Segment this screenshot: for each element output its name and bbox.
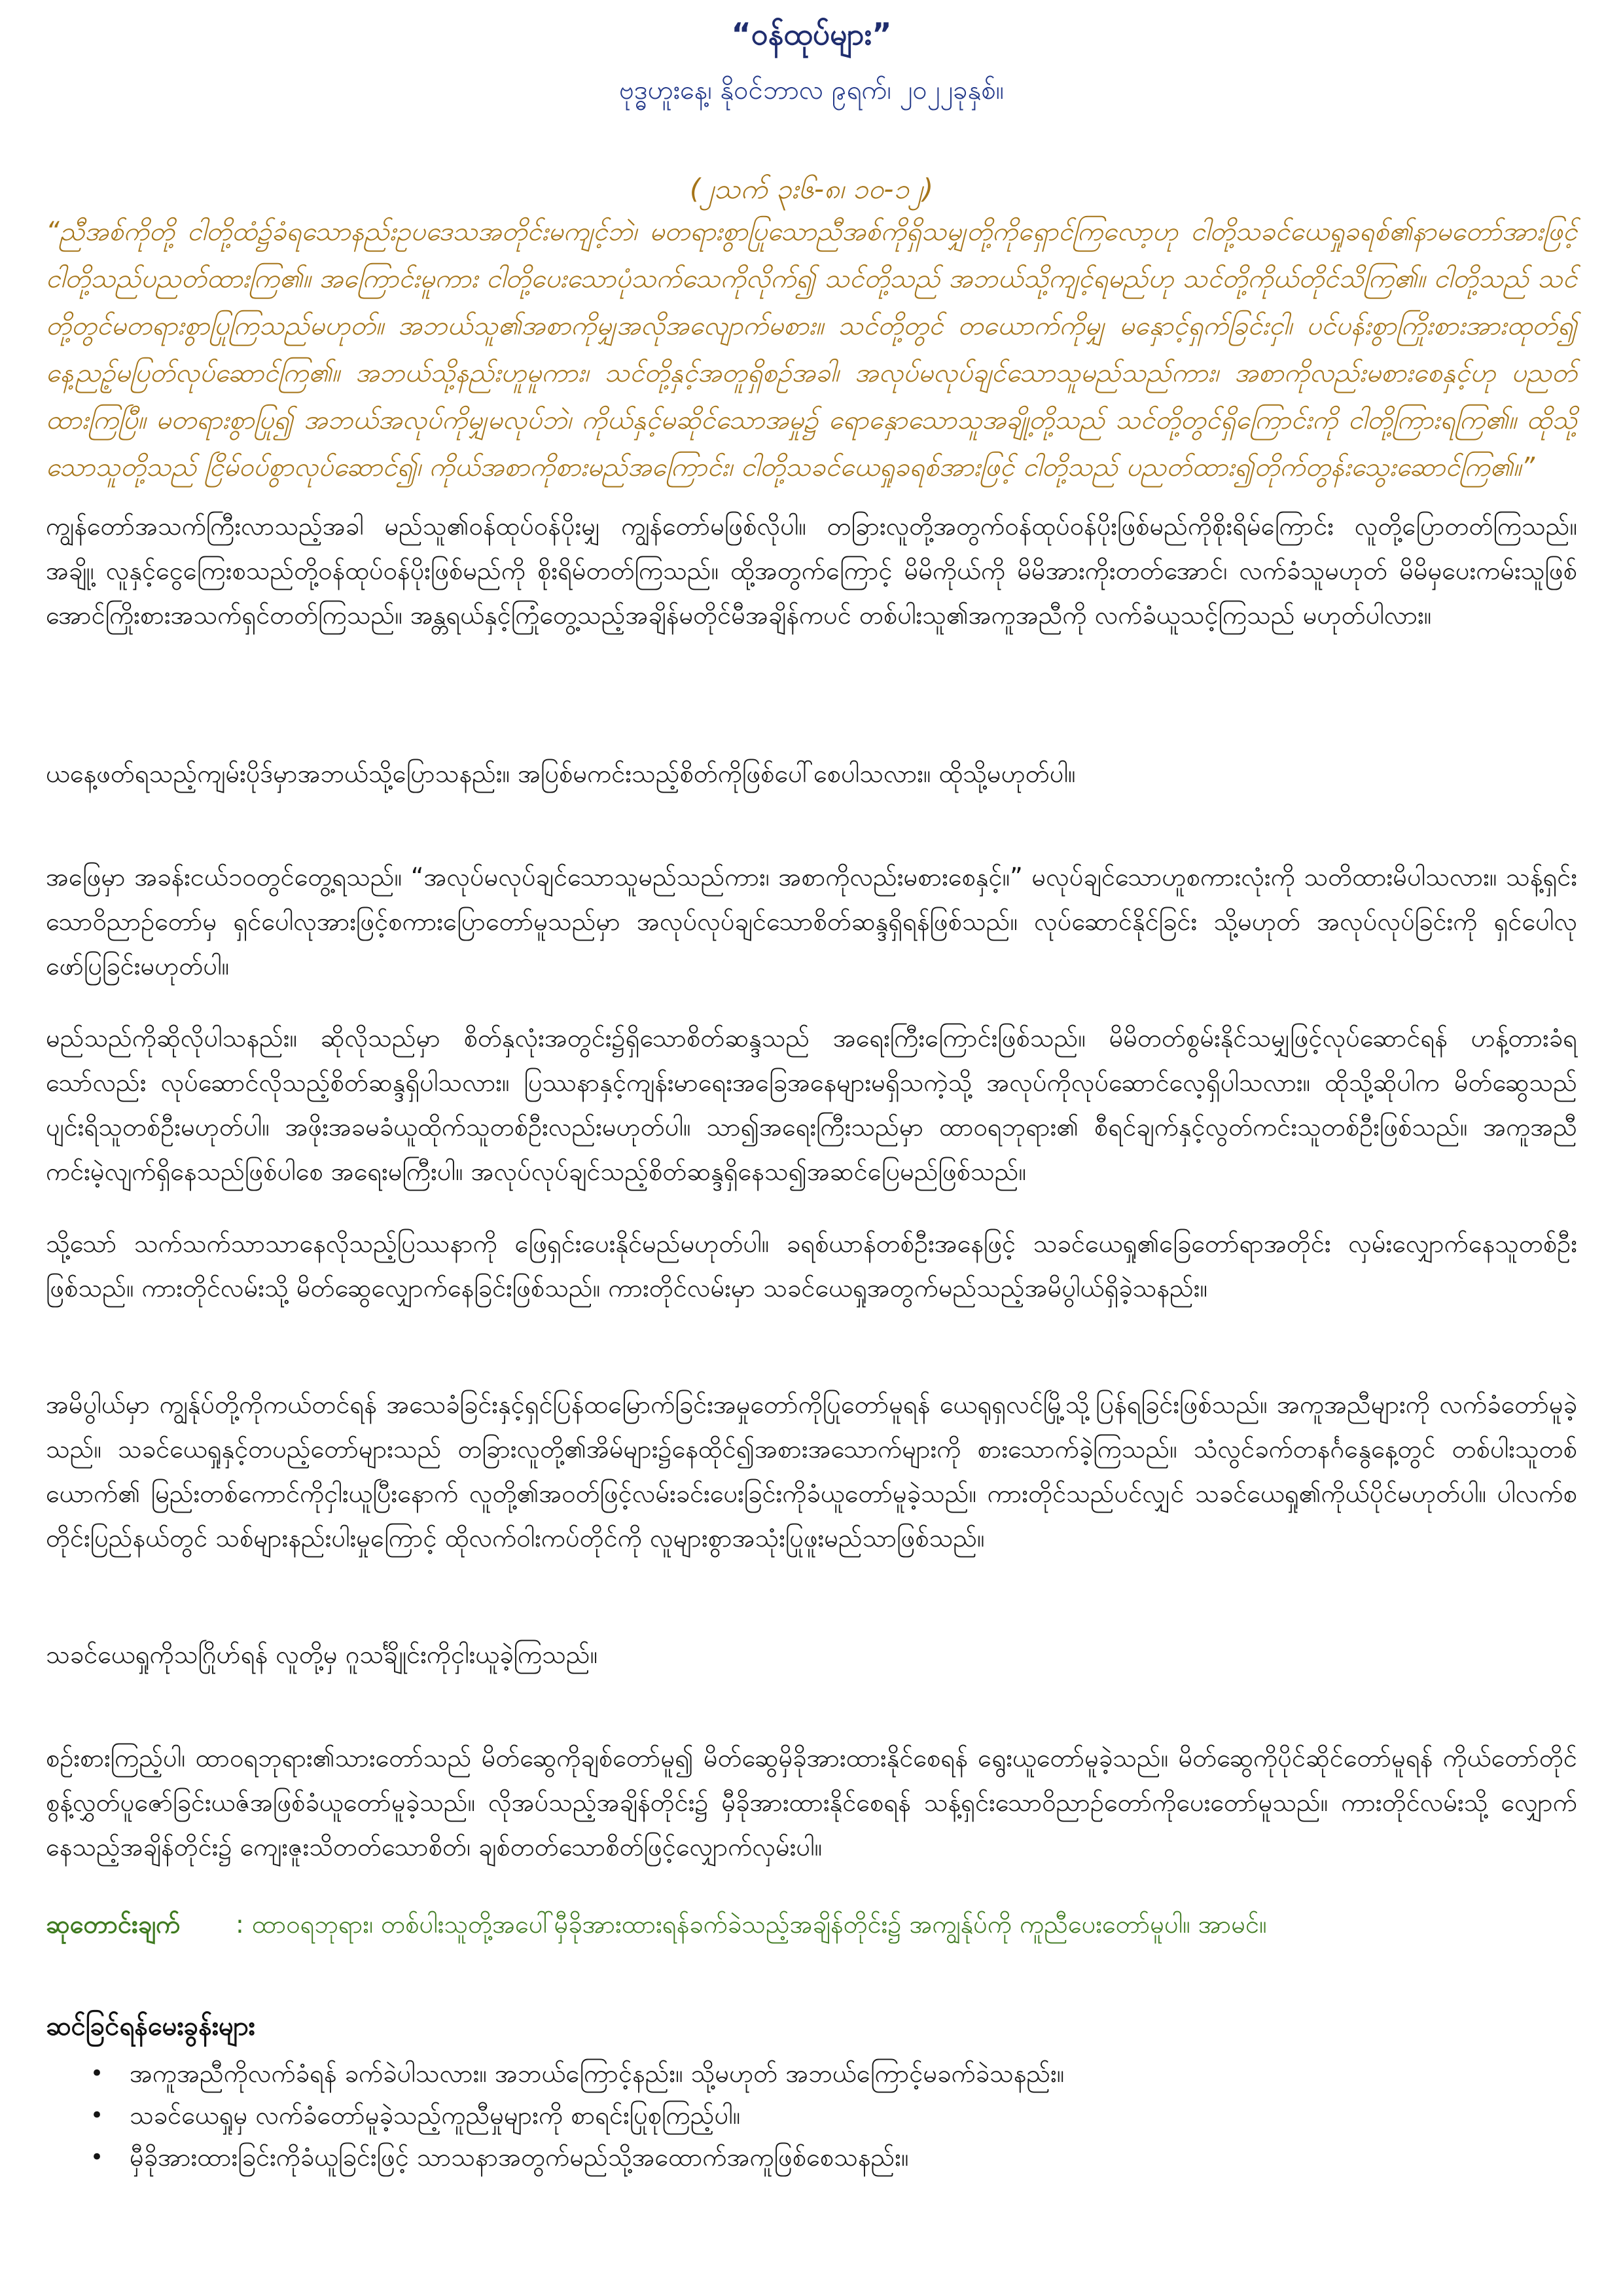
date-line: ဗုဒ္ဓဟူးနေ့၊ နိုဝင်ဘာလ ၉ရက်၊ ၂၀၂၂ခုနှစ်။	[619, 75, 1004, 105]
questions-heading: ဆင်ခြင်ရန်မေးခွန်းများ	[46, 2011, 255, 2041]
prayer-text: : ထာဝရဘုရား၊ တစ်ပါးသူတို့အပေါ်မှီခိုအားထားရန်ခက်ခဲသည့်အချိန်တိုင်း၌ အကျွန်ုပ်ကို ကူညီပေးတော်မူပါ။ အာမင်။	[236, 1910, 1267, 1939]
body-paragraph-8: စဉ်းစားကြည့်ပါ၊ ထာဝရဘုရား၏သားတော်သည် မိတ်ဆွေကိုချစ်တော်မူ၍ မိတ်ဆွေမှိခိုအားထားနိုင်စေရန် ရွေးယူတော်မူခဲ့သည်။ မိတ်ဆွေကိုပိုင်ဆိုင်တော်မူရန် ကိုယ်တော်တိုင်စွန့်လွှတ်ပူဇော်ခြင်းယဇ်အဖြစ်ခံယူတော်မူခဲ့သည်။ လိုအပ်သည့်အချိန်တိုင်း၌ မှီခိုအားထားနိုင်စေရန် သန့်ရှင်းသောဝိညာဉ်တော်ကိုပေးတော်မူသည်။ ကားတိုင်လမ်းသို့ လျှောက်နေသည့်အချိန်တိုင်း၌ ကျေးဇူးသိတတ်သောစိတ်၊ ချစ်တတ်သောစိတ်ဖြင့်လျှောက်လှမ်းပါ။	[46, 1744, 1577, 1861]
list-item	[46, 2094, 1551, 2136]
body-paragraph-3: အဖြေမှာ အခန်းငယ်၁၀တွင်တွေ့ရသည်။ “အလုပ်မလုပ်ချင်သောသူမည်သည်ကား၊ အစာကိုလည်းမစားစေနှင့်။” မလုပ်ချင်သောဟူစကားလုံးကို သတိထားမိပါသလား။ သန့်ရှင်းသောဝိညာဉ်တော်မှ ရှင်ပေါလုအားဖြင့်စကားပြောတော်မူသည်မှာ အလုပ်လုပ်ချင်သောစိတ်ဆန္ဒရှိရန်ဖြစ်သည်။ လုပ်ဆောင်နိုင်ခြင်း သို့မဟုတ် အလုပ်လုပ်ခြင်းကို ရှင်ပေါလုဖော်ပြခြင်းမဟုတ်ပါ။	[46, 863, 1577, 980]
prayer-section	[46, 1902, 1577, 1946]
question-text: မှီခိုအားထားခြင်းကိုခံယူခြင်းဖြင့် သာသနာအတွက်မည်သို့အထောက်အကူဖြစ်စေသနည်း။	[130, 2143, 909, 2172]
question-text: သခင်ယေရှုမှ လက်ခံတော်မူခဲ့သည့်ကူညီမှုများကို စာရင်းပြုစုကြည့်ပါ။	[130, 2101, 741, 2130]
body-paragraph-1: ကျွန်တော်အသက်ကြီးလာသည့်အခါ မည်သူ၏ဝန်ထုပ်ဝန်ပိုးမျှ ကျွန်တော်မဖြစ်လိုပါ။ တခြားလူတို့အတွက်ဝန်ထုပ်ဝန်ပိုးဖြစ်မည်ကိုစိုးရိမ်ကြောင်း လူတို့ပြောတတ်ကြသည်။ အချို့၊ လူနှင့်ငွေကြေးစသည်တို့ဝန်ထုပ်ဝန်ပိုးဖြစ်မည်ကို စိုးရိမ်တတ်ကြသည်။ ထို့အတွက်ကြောင့် မိမိကိုယ်ကို မိမိအားကိုးတတ်အောင်၊ လက်ခံသူမဟုတ် မိမိမှပေးကမ်းသူဖြစ်အောင်ကြိုးစားအသက်ရှင်တတ်ကြသည်။ အန္တရယ်နှင့်ကြုံတွေ့သည့်အချိန်မတိုင်မီအချိန်ကပင် တစ်ပါးသူ၏အကူအညီကို လက်ခံယူသင့်ကြသည် မဟုတ်ပါလား။	[46, 512, 1577, 630]
bullet-icon: •	[90, 2144, 104, 2170]
page-title: “ဝန်ထုပ်များ”	[731, 16, 892, 52]
scripture-reference: (၂သက် ၃း၆-၈၊ ၁၀-၁၂)	[689, 173, 934, 205]
questions-list	[46, 2053, 1551, 2178]
scripture-quote: “ညီအစ်ကိုတို့ ငါတို့ထံ၌ခံရသောနည်းဥပဒေသအတိုင်းမကျင့်ဘဲ၊ မတရားစွာပြုသောညီအစ်ကိုရှိသမျှတို့ကိုရှောင်ကြလော့ဟု ငါတို့သခင်ယေရှုခရစ်၏နာမတော်အားဖြင့် ငါတို့သည်ပညတ်ထားကြ၏။ အကြောင်းမူကား ငါတို့ပေးသောပုံသက်သေကိုလိုက်၍ သင်တို့သည် အဘယ်သို့ကျင့်ရမည်ဟု သင်တို့ကိုယ်တိုင်သိကြ၏။ ငါတို့သည် သင်တို့တွင်မတရားစွာပြုကြသည်မဟုတ်။ အဘယ်သူ၏အစာကိုမျှအလိုအလျောက်မစား။ သင်တို့တွင် တယောက်ကိုမျှ မနှောင့်ရှက်ခြင်းငှါ၊ ပင်ပန်းစွာကြိုးစားအားထုတ်၍ နေ့ညဉ့်မပြတ်လုပ်ဆောင်ကြ၏။ အဘယ်သို့နည်းဟူမူကား၊ သင်တို့နှင့်အတူရှိစဉ်အခါ၊ အလုပ်မလုပ်ချင်သောသူမည်သည်ကား၊ အစာကိုလည်းမစားစေနှင့်ဟု ပညတ်ထားကြပြီ။ မတရားစွာပြု၍ အဘယ်အလုပ်ကိုမျှမလုပ်ဘဲ၊ ကိုယ်နှင့်မဆိုင်သောအမှု၌ ရောနှောသောသူအချို့တို့သည် သင်တို့တွင်ရှိကြောင်းကို ငါတို့ကြားရကြ၏။ ထိုသို့သောသူတို့သည် ငြိမ်ဝပ်စွာလုပ်ဆောင်၍၊ ကိုယ်အစာကိုစားမည်အကြောင်း၊ ငါတို့သခင်ယေရှုခရစ်အားဖြင့် ငါတို့သည် ပညတ်ထား၍တိုက်တွန်းသွေးဆောင်ကြ၏။”	[46, 217, 1577, 482]
bullet-icon: •	[90, 2060, 104, 2087]
body-paragraph-6: အမိပွါယ်မှာ ကျွန်ုပ်တို့ကိုကယ်တင်ရန် အသေခံခြင်းနှင့်ရှင်ပြန်ထမြောက်ခြင်းအမှုတော်ကိုပြုတော်မူရန် ယေရုရှလင်မြို့သို့ပြန်ရခြင်းဖြစ်သည်။ အကူအညီများကို လက်ခံတော်မူခဲ့သည်။ သခင်ယေရှုနှင့်တပည့်တော်များသည် တခြားလူတို့၏အိမ်များ၌နေထိုင်၍အစားအသောက်များကို စားသောက်ခဲ့ကြသည်။ သံလွင်ခက်တနင်္ဂနွေနေ့တွင် တစ်ပါးသူတစ်ယောက်၏ မြည်းတစ်ကောင်ကိုငှါးယူပြီးနောက် လူတို့၏အဝတ်ဖြင့်လမ်းခင်းပေးခြင်းကိုခံယူတော်မူခဲ့သည်။ ကားတိုင်သည်ပင်လျှင် သခင်ယေရှု၏ကိုယ်ပိုင်မဟုတ်ပါ။ ပါလက်စတိုင်းပြည်နယ်တွင် သစ်များနည်းပါးမှုကြောင့် ထိုလက်ဝါးကပ်တိုင်ကို လူများစွာအသုံးပြုဖူးမည်သာဖြစ်သည်။	[46, 1390, 1577, 1552]
bullet-icon: •	[90, 2102, 104, 2128]
body-paragraph-7: သခင်ယေရှုကိုသဂြိုဟ်ရန် လူတို့မှ ဂူသင်္ချိုင်းကိုငှါးယူခဲ့ကြသည်။	[46, 1640, 598, 1669]
body-paragraph-2: ယနေ့ဖတ်ရသည့်ကျမ်းပိုဒ်မှာအဘယ်သို့ပြောသနည်း။ အပြစ်မကင်းသည့်စိတ်ကိုဖြစ်ပေါ်စေပါသလား။ ထိုသို့မဟုတ်ပါ။	[46, 759, 1076, 788]
prayer-label: ဆုတောင်းချက်	[46, 1910, 181, 1939]
body-paragraph-5: သို့သော် သက်သက်သာသာနေလိုသည့်ပြဿနာကို ဖြေရှင်းပေးနိုင်မည်မဟုတ်ပါ။ ခရစ်ယာန်တစ်ဦးအနေဖြင့် သခင်ယေရှု၏ခြေတော်ရာအတိုင်း လှမ်းလျှောက်နေသူတစ်ဦးဖြစ်သည်။ ကားတိုင်လမ်းသို့ မိတ်ဆွေလျှောက်နေခြင်းဖြစ်သည်။ ကားတိုင်လမ်းမှာ သခင်ယေရှုအတွက်မည်သည့်အမိပွါယ်ရှိခဲ့သနည်း။	[46, 1229, 1577, 1302]
body-paragraph-4: မည်သည်ကိုဆိုလိုပါသနည်း။ ဆိုလိုသည်မှာ စိတ်နှလုံးအတွင်း၌ရှိသောစိတ်ဆန္ဒသည် အရေးကြီးကြောင်းဖြစ်သည်။ မိမိတတ်စွမ်းနိုင်သမျှဖြင့်လုပ်ဆောင်ရန် ဟန့်တားခံရသော်လည်း လုပ်ဆောင်လိုသည့်စိတ်ဆန္ဒရှိပါသလား။ ပြဿနာနှင့်ကျန်းမာရေးအခြေအနေများမရှိသကဲ့သို့ အလုပ်ကိုလုပ်ဆောင်လေ့ရှိပါသလား။ ထိုသို့ဆိုပါက မိတ်ဆွေသည် ပျင်းရိသူတစ်ဦးမဟုတ်ပါ။ အဖိုးအခမခံယူထိုက်သူတစ်ဦးလည်းမဟုတ်ပါ။ သာ၍အရေးကြီးသည်မှာ ထာဝရဘုရား၏ စီရင်ချက်နှင့်လွတ်ကင်းသူတစ်ဦးဖြစ်သည်။ အကူအညီကင်းမဲ့လျက်ရှိနေသည်ဖြစ်ပါစေ အရေးမကြီးပါ။ အလုပ်လုပ်ချင်သည့်စိတ်ဆန္ဒရှိနေသ၍အဆင်ပြေမည်ဖြစ်သည်။	[46, 1024, 1577, 1186]
question-text: အကူအညီကိုလက်ခံရန် ခက်ခဲပါသလား။ အဘယ်ကြောင့်နည်း။ သို့မဟုတ် အဘယ်ကြောင့်မခက်ခဲသနည်း။	[130, 2059, 1065, 2088]
list-item	[46, 2053, 1551, 2094]
list-item	[46, 2136, 1551, 2178]
